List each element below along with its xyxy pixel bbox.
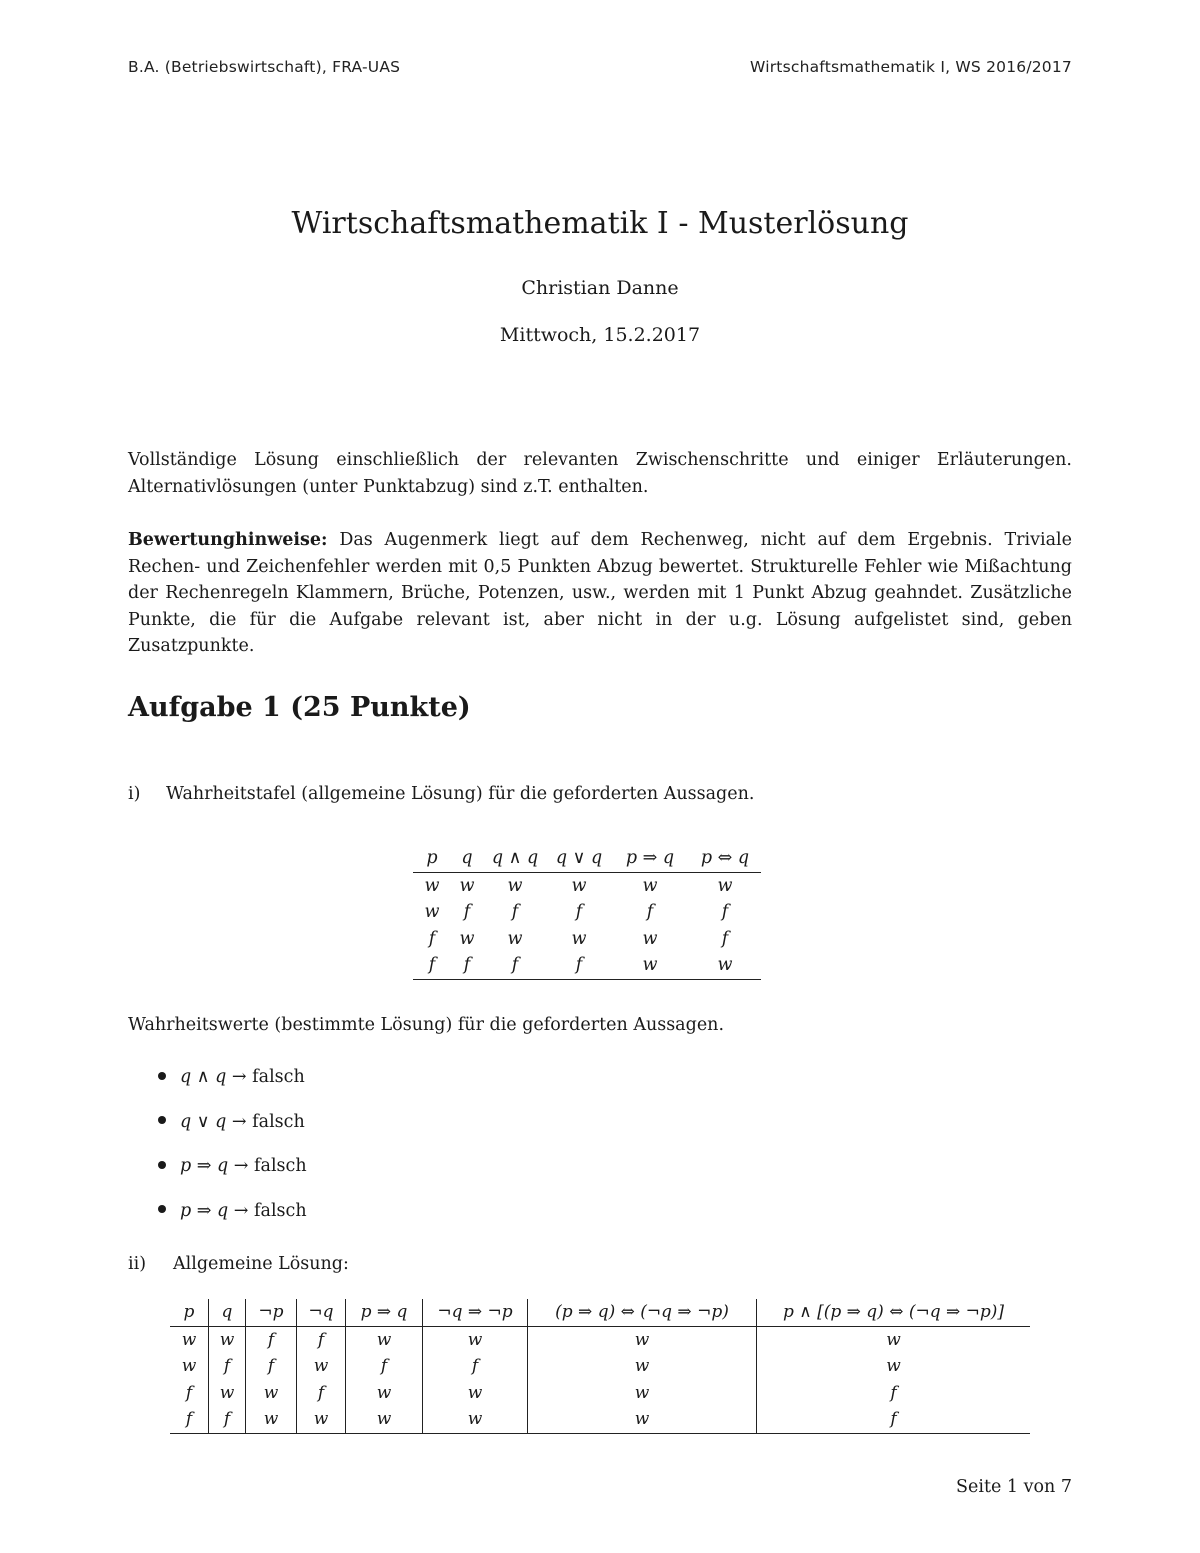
table-header-cell: (p ⇒ q) ⇔ (¬q ⇒ ¬p): [528, 1299, 757, 1326]
table-header-cell: ¬q: [297, 1299, 346, 1326]
table-cell: w: [423, 1406, 528, 1433]
page-number: Seite 1 von 7: [956, 1477, 1072, 1497]
table-header-cell: ¬q ⇒ ¬p: [423, 1299, 528, 1326]
table-header-cell: q: [209, 1299, 246, 1326]
table-cell: f: [575, 955, 583, 976]
table-header-row: [413, 845, 761, 872]
table-cell: w: [424, 902, 440, 923]
table-cell: f: [511, 955, 519, 976]
intro-paragraph: Vollständige Lösung einschließlich der relevanten Zwischenschritte und einiger Erläuterungen. Alternativlösungen (unter Punktabzug) sind z.T. enthalten.: [128, 450, 1072, 497]
table-header-cell: q ∧ q: [491, 848, 539, 869]
table-cell: f: [297, 1380, 346, 1407]
table-cell: w: [642, 875, 658, 896]
table-row: [413, 952, 761, 979]
table-row: [413, 899, 761, 926]
arrow-symbol: →: [231, 1111, 247, 1132]
table-cell: f: [511, 902, 519, 923]
table-cell: w: [528, 1380, 757, 1407]
table-header-cell: p ⇒ q: [346, 1299, 423, 1326]
running-header-right: Wirtschaftsmathematik I, WS 2016/2017: [750, 58, 1072, 76]
list-item: [158, 1198, 307, 1243]
bullet-icon: [158, 1205, 166, 1213]
table-cell: f: [423, 1353, 528, 1380]
table-cell: w: [717, 955, 733, 976]
table-cell: w: [423, 1380, 528, 1407]
table-cell: w: [642, 955, 658, 976]
table-cell: f: [346, 1353, 423, 1380]
table-cell: f: [575, 902, 583, 923]
table-cell: w: [507, 875, 523, 896]
table-cell: w: [528, 1353, 757, 1380]
table-row: [170, 1353, 1030, 1380]
table-header-cell: q: [461, 848, 473, 869]
table-header-cell: p ⇔ q: [700, 848, 750, 869]
table-cell: w: [209, 1380, 246, 1407]
table-header-cell: p: [426, 848, 438, 869]
author: Christian Danne: [521, 277, 679, 299]
table-row: [170, 1380, 1030, 1407]
table-cell: w: [571, 928, 587, 949]
bullet-result: falsch: [252, 1111, 305, 1132]
part-ii-label: ii): [128, 1254, 147, 1274]
table-cell: w: [717, 875, 733, 896]
table-cell: w: [346, 1380, 423, 1407]
table-row: [170, 1326, 1030, 1353]
part-i-label: i): [128, 784, 141, 804]
table-cell: f: [463, 902, 471, 923]
table-cell: w: [246, 1380, 297, 1407]
table-cell: w: [571, 875, 587, 896]
arrow-symbol: →: [233, 1200, 249, 1221]
table-cell: w: [757, 1353, 1031, 1380]
table-cell: f: [428, 928, 436, 949]
date: Mittwoch, 15.2.2017: [499, 324, 701, 346]
grading-text: Das Augenmerk liegt auf dem Rechenweg, nicht auf dem Ergebnis. Triviale Rechen- und Zeichenfehler werden mit 0,5 Punkten Abzug bewertet. Strukturelle Fehler wie Mißachtung der Rechenregeln Klammern, Brüche, Potenzen, usw., werden mit 1 Punkt Abzug geahndet. Zusätzliche Punkte, die für die Aufgabe relevant ist, aber nicht in der u.g. Lösung aufgelistet sind, geben Zusatzpunkte.: [128, 530, 1072, 656]
table-cell: f: [185, 1409, 193, 1430]
table-cell: w: [757, 1326, 1031, 1353]
table-cell: w: [246, 1406, 297, 1433]
table-cell: f: [757, 1406, 1031, 1433]
table-cell: w: [209, 1326, 246, 1353]
table-cell: w: [528, 1406, 757, 1433]
running-header-left: B.A. (Betriebswirtschaft), FRA-UAS: [128, 58, 401, 76]
table-cell: f: [721, 902, 729, 923]
bullet-result: falsch: [252, 1067, 305, 1087]
arrow-symbol: →: [233, 1156, 249, 1176]
table-cell: w: [642, 928, 658, 949]
bullet-expression: q ∨ q: [180, 1111, 227, 1132]
truth-table-2: [170, 1299, 1030, 1434]
table-cell: f: [246, 1353, 297, 1380]
table-cell: f: [646, 902, 654, 923]
table-row: [413, 926, 761, 953]
table-cell: w: [528, 1326, 757, 1353]
table-cell: f: [721, 928, 729, 949]
bullet-expression: q ∧ q: [180, 1067, 227, 1087]
grading-label: Bewertunghinweise:: [128, 530, 328, 550]
table-header-cell: p ⇒ q: [625, 848, 675, 869]
values-intro: Wahrheitswerte (bestimmte Lösung) für die geforderten Aussagen.: [128, 1015, 725, 1035]
section-heading: Aufgabe 1 (25 Punkte): [128, 692, 471, 723]
table-cell: f: [209, 1406, 246, 1433]
list-item: [158, 1153, 307, 1198]
table-cell: w: [297, 1406, 346, 1433]
table-cell: w: [424, 875, 440, 896]
table-cell: f: [463, 955, 471, 976]
table-row: [170, 1406, 1030, 1433]
table-cell: w: [181, 1356, 197, 1377]
table-header-cell: p: [183, 1302, 195, 1323]
table-cell: w: [423, 1326, 528, 1353]
table-cell: f: [297, 1326, 346, 1353]
bullet-icon: [158, 1116, 166, 1124]
list-item: [158, 1109, 307, 1154]
truth-values-list: [158, 1064, 307, 1242]
table-header-cell: ¬p: [246, 1299, 297, 1326]
table-header-cell: q ∨ q: [555, 848, 603, 869]
bullet-result: falsch: [254, 1200, 307, 1221]
truth-table-1: [413, 845, 761, 980]
table-cell: w: [346, 1406, 423, 1433]
bullet-expression: p ⇒ q: [180, 1200, 229, 1221]
bullet-expression: p ⇒ q: [180, 1156, 229, 1176]
table-cell: w: [346, 1326, 423, 1353]
table-cell: w: [459, 928, 475, 949]
table-cell: f: [209, 1353, 246, 1380]
grading-paragraph: [128, 527, 1072, 660]
table-cell: w: [181, 1329, 197, 1350]
bullet-icon: [158, 1072, 166, 1080]
part-i-text: Wahrheitstafel (allgemeine Lösung) für die geforderten Aussagen.: [166, 784, 755, 804]
arrow-symbol: →: [231, 1067, 247, 1087]
table-header-row: [170, 1299, 1030, 1326]
table-cell: f: [185, 1382, 193, 1403]
bullet-result: falsch: [254, 1156, 307, 1176]
list-item: [158, 1064, 307, 1109]
table-header-cell: p ∧ [(p ⇒ q) ⇔ (¬q ⇒ ¬p)]: [757, 1299, 1031, 1326]
table-cell: w: [297, 1353, 346, 1380]
table-cell: w: [459, 875, 475, 896]
table-cell: w: [507, 928, 523, 949]
part-ii-text: Allgemeine Lösung:: [173, 1254, 349, 1274]
table-row: [413, 872, 761, 899]
document-title: Wirtschaftsmathematik I - Musterlösung: [291, 206, 909, 241]
table-cell: f: [757, 1380, 1031, 1407]
table-cell: f: [246, 1326, 297, 1353]
table-cell: f: [428, 955, 436, 976]
bullet-icon: [158, 1161, 166, 1169]
